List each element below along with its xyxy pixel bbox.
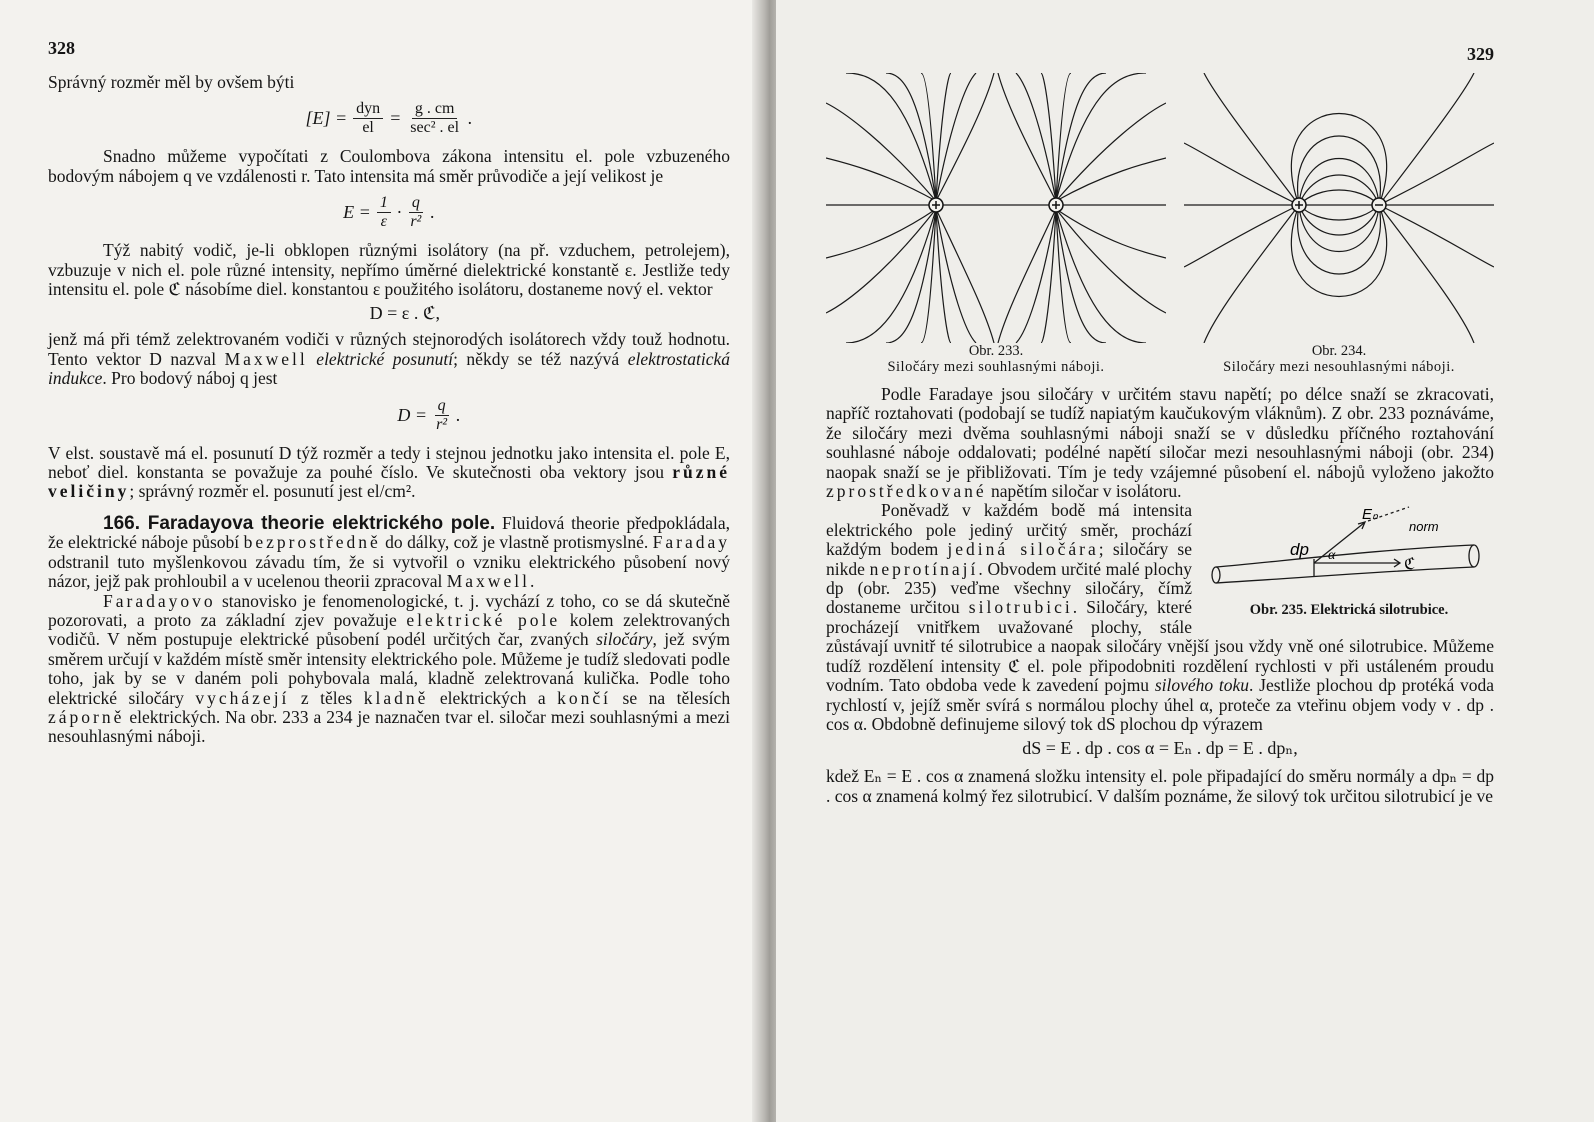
formula-e: E = $\frac{1}{\varepsilon}$ · $\frac{q}{\text{r²}}$ .	[343, 194, 435, 231]
figure-234-number: Obr. 234.	[1311, 343, 1367, 359]
paragraph: Faradayovo stanovisko je fenomenologické, t. j. vychází z toho, co se dá skutečně pozorovati, a proto za základní zjev považuje elektrické pole kolem zelektrovaných vodičů. V něm postupuje elektrické působení podél určitých čar, zvaných siločáry, jež svým směrem určují v každém místě směr intensity elektrického pole. Můžeme je tudíž sledovati podle toho, jak by se v daném poli pohybovala malá, kladně zelektrovaná kulička. Podle toho elektrické siločáry vycházejí z těles kladně elektrických a končí se na tělesích záporně elektrických. Na obr. 233 a 234 je naznačen tvar el. siločar mezi souhlasnými a mezi nesouhlasnými náboji.	[48, 590, 731, 747]
label-norm: norm	[1409, 519, 1439, 535]
left-page	[0, 0, 760, 1122]
paragraph: Správný rozměr měl by ovšem býti	[48, 72, 295, 92]
paragraph: 166. Faradayova theorie elektrického pole. Fluidová theorie předpokládala, že elektrické náboje působí bezprostředně do dálky, což je vlastně protismyslné. Faraday odstranil tuto myšlenkovou závadu tím, že si vytvořil o vzniku elektrického působení nový názor, jejž pak prohloubil a v ucelenou theorii zpracoval Maxwell.	[48, 512, 731, 592]
figure-233-title: Siločáry mezi souhlasnými náboji.	[887, 359, 1105, 375]
section-heading: 166. Faradayova theorie elektrického pole.	[103, 512, 496, 534]
paragraph: V elst. soustavě má el. posunutí D týž rozměr a tedy i stejnou jednotku jako intensita el. pole E, neboť diel. konstanta se považuje za pouhé číslo. Ve skutečnosti oba vektory jsou různé veličiny; správný rozměr el. posunutí jest el/cm².	[48, 442, 730, 502]
field-lines-opposite-charges-diagram	[1184, 73, 1494, 343]
paragraph: kdež Eₙ = E . cos α znamená složku intensity el. pole připadající do směru normály a dpₙ = dp . cos α znamená kolmý řez silotrubicí. V dalším poznáme, že silový tok určitou silotrubicí je ve	[826, 766, 1494, 806]
field-lines-like-charges-diagram	[826, 73, 1166, 343]
label-en: Eₙ	[1362, 506, 1378, 524]
formula-ds: dS = E . dp . cos α = Eₙ . dp = E . dpₙ,	[1022, 738, 1298, 759]
figure-234	[1184, 73, 1494, 375]
page-number-right: 329	[1467, 44, 1494, 64]
paragraph: Týž nabitý vodič, je-li obklopen různými isolátory (na př. vzduchem, petrolejem), vzbuzuje v nich el. pole různé intensity, nepřímo úměrné dielektrické konstantě ε. Jestliže tedy intensitu el. pole ℭ násobíme diel. konstantou ε použitého isolátoru, dostaneme nový el. vektor	[48, 240, 730, 300]
paragraph: Snadno můžeme vypočítati z Coulombova zákona intensitu el. pole vzbuzeného bodovým nábojem q ve vzdálenosti r. Tato intensita má směr průvodiče a její velikost je	[48, 146, 730, 186]
figure-233	[826, 73, 1166, 375]
label-e: ℭ	[1404, 556, 1416, 574]
figures-row	[826, 73, 1494, 375]
figure-234-title: Siločáry mezi nesouhlasnými náboji.	[1223, 359, 1455, 375]
figure-233-number: Obr. 233.	[968, 343, 1024, 359]
flux-tube-diagram	[1204, 505, 1494, 595]
paragraph: jenž má při témž zelektrovaném vodiči v různých stejnorodých isolátorech vždy touž hodnotu. Tento vektor D nazval Maxwell elektrické posunutí; někdy se též nazývá elektrostatická indukce. Pro bodový náboj q jest	[48, 329, 731, 389]
formula-d-point: D = $\frac{q}{\text{r²}}$ .	[397, 396, 461, 433]
figure-235-caption: Obr. 235. Elektrická silotrubice.	[1249, 602, 1449, 619]
right-page	[776, 0, 1594, 1122]
label-dp: dp	[1290, 540, 1309, 560]
paragraph: Podle Faradaye jsou siločáry v určitém stavu napětí; po délce snaží se zkracovati, napříč roztahovati (podobají se tudíž napiatým kaučukovým vláknům). Z obr. 233 poznáváme, že siločáry mezi dvěma souhlasnými náboji snaží se v důsledku příčného roztahování souhlasné náboje oddalovati; podélné napětí siločar mezi nesouhlasnými náboji (obr. 234) naopak snaží se je přibližovati. Tím je tedy vzájemné působení el. nábojů vyloženo jakožto zprostředkované napětím siločar v isolátoru.	[826, 384, 1494, 502]
figure-235	[1204, 505, 1494, 618]
page-number-left: 328	[48, 38, 75, 58]
formula-d: D = ε . ℭ,	[369, 303, 440, 324]
formula-e-units: [E] = $\frac{\text{dyn}}{el}$ = $\frac{g . cm}{\text{sec² . el}}$ .	[305, 100, 473, 137]
label-alpha: α	[1328, 548, 1336, 564]
paragraph: Poněvadž v každém bodě má intensita elektrického pole jediný určitý směr, prochází každým bodem jediná siločára; siločáry se nikde neprotínají. Obvodem určité malé plochy dp (obr. 235) veďme všechny siločáry, čímž dostaneme určitou silotrubici. Siločáry, které procházejí vnitřkem uvažované plochy, stále zůstávají uvnitř té silotrubice a naopak siločáry vnější jsou vždy vně oné silotrubice. Můžeme tudíž rozdělení intensity ℭ el. pole připodobniti rozdělení rychlosti v při ustáleném proudu vodním. Tato obdoba vede k zavedení pojmu silového toku. Jestliže plochou dp protéká voda rychlostí v, jejíž směr svírá s normálou plochy úhel α, proteče za vteřinu objem vody v . dp . cos α. Obdobně definujeme silový tok dS plochou dp výrazem	[826, 500, 1494, 734]
